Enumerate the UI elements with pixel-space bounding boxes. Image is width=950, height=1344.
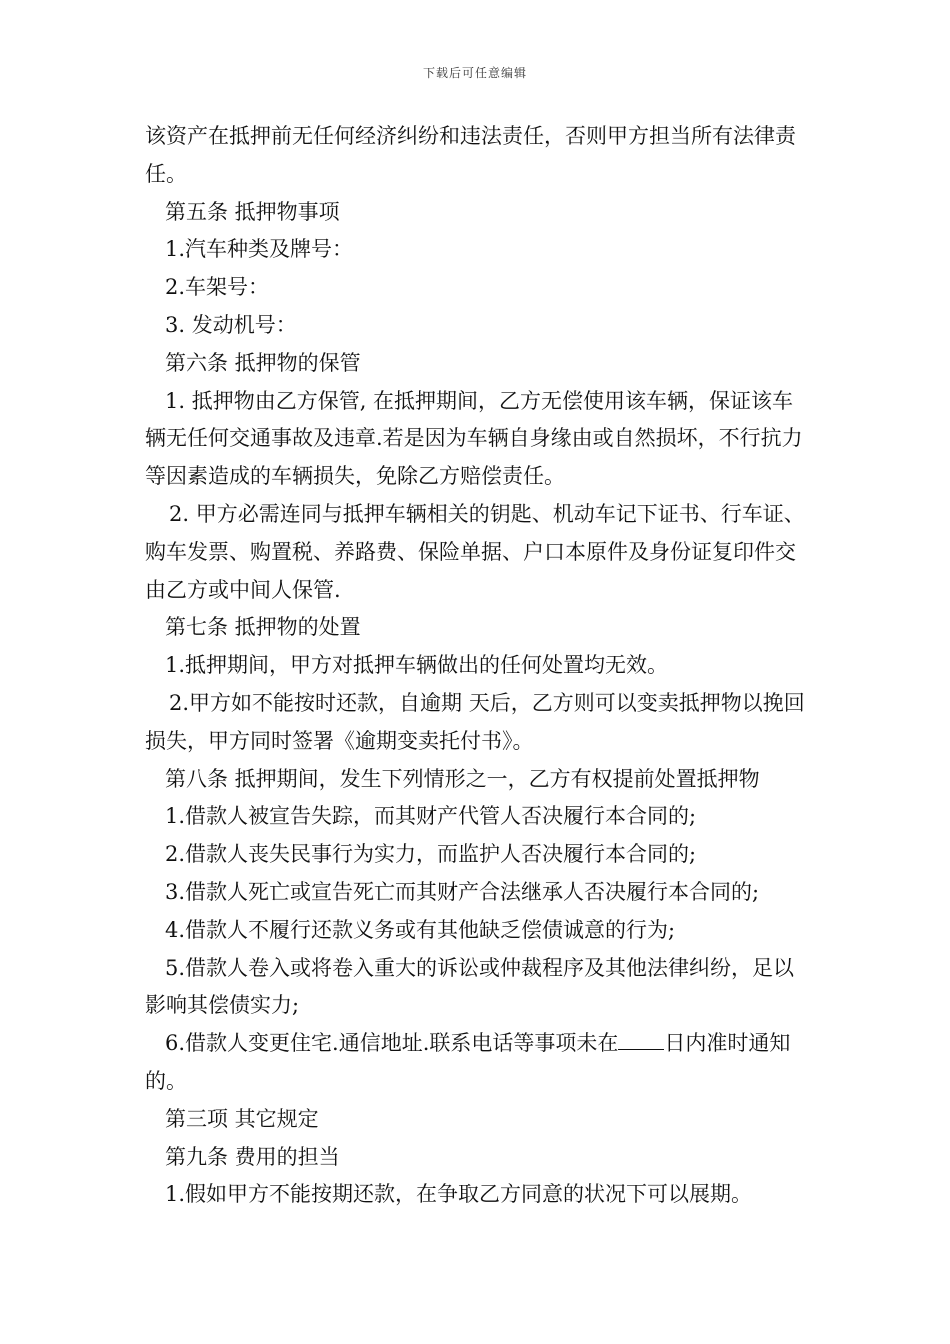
list-item-text: 6.借款人变更住宅.通信地址.联系电话等事项未在 <box>165 1031 619 1056</box>
list-item: 1.借款人被宣告失踪，而其财产代管人否决履行本合同的; <box>165 804 697 829</box>
paragraph: 该资产在抵押前无任何经济纠纷和违法责任，否则甲方担当所有法律责任。 <box>145 124 796 186</box>
list-item: 2. 甲方必需连同与抵押车辆相关的钥匙、机动车记下证书、行车证、购车发票、购置税、养路费、保险单据、户口本原件及身份证复印件交由乙方或中间人保管. <box>145 501 805 602</box>
list-item: 2.借款人丧失民事行为实力，而监护人否决履行本合同的; <box>165 842 697 867</box>
article-heading: 第六条 抵押物的保管 <box>165 350 361 375</box>
list-item: 3.借款人死亡或宣告死亡而其财产合法继承人否决履行本合同的; <box>165 879 760 904</box>
list-item: 1.汽车种类及牌号： <box>165 237 354 262</box>
list-item: 3. 发动机号： <box>165 312 297 337</box>
blank-fill-line <box>618 1031 664 1050</box>
article-heading: 第八条 抵押期间，发生下列情形之一，乙方有权提前处置抵押物 <box>165 766 760 791</box>
article-heading: 第九条 费用的担当 <box>165 1144 340 1169</box>
list-item: 4.借款人不履行还款义务或有其他缺乏偿债诚意的行为; <box>165 917 676 942</box>
list-item <box>145 1025 813 1101</box>
list-item: 1.假如甲方不能按期还款，在争取乙方同意的状况下可以展期。 <box>165 1182 753 1207</box>
section-heading: 第三项 其它规定 <box>165 1106 319 1131</box>
list-item: 1. 抵押物由乙方保管, 在抵押期间，乙方无偿使用该车辆，保证该车辆无任何交通事故及违章.若是因为车辆自身缘由或自然损坏，不行抗力等因素造成的车辆损失，免除乙方赔偿责任。 <box>145 388 803 489</box>
list-item-text: 日内准时通知的。 <box>145 1031 791 1093</box>
list-item: 5.借款人卷入或将卷入重大的诉讼或仲裁程序及其他法律纠纷，足以影响其偿债实力; <box>145 955 795 1018</box>
list-item: 2.车架号： <box>165 275 270 300</box>
list-item: 2.甲方如不能按时还款，自逾期 天后，乙方则可以变卖抵押物以挽回损失，甲方同时签署《逾期变卖托付书》。 <box>145 690 805 753</box>
document-body <box>145 118 813 1214</box>
page-header: 下载后可任意编辑 <box>422 66 527 80</box>
list-item: 1.抵押期间，甲方对抵押车辆做出的任何处置均无效。 <box>165 653 669 678</box>
article-heading: 第七条 抵押物的处置 <box>165 615 361 640</box>
article-heading: 第五条 抵押物事项 <box>165 199 340 224</box>
